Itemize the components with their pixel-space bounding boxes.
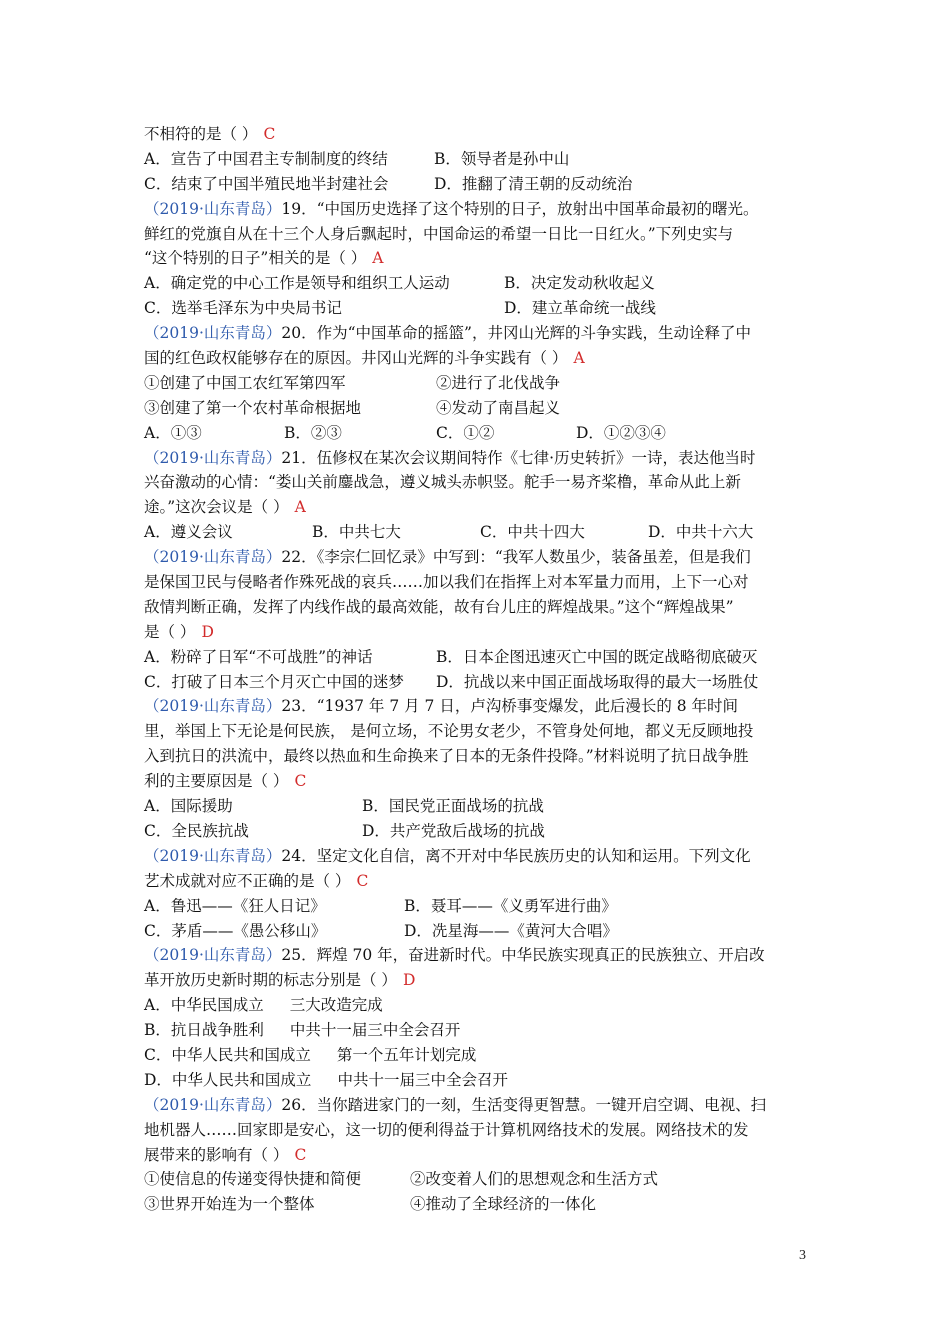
option-d: D．冼星海——《黄河大合唱》 <box>404 921 618 940</box>
statement-row <box>144 371 820 396</box>
question-text: 途。”这次会议是（ ） <box>144 498 289 517</box>
option-b: B．聂耳——《义勇军进行曲》 <box>404 896 617 915</box>
question-line <box>144 719 820 744</box>
statement-row <box>144 1167 820 1192</box>
answer-mark: D <box>402 971 416 990</box>
option-a-second: 三大改造完成 <box>289 996 383 1015</box>
option-c: C．中华人民共和国成立 <box>144 1045 311 1064</box>
question-text: 20．作为“中国革命的摇篮”，井冈山光辉的斗争实践，生动诠释了中 <box>281 324 751 343</box>
option-c: C．茅盾——《愚公移山》 <box>144 921 327 940</box>
source-tag: （2019·山东青岛） <box>144 846 282 865</box>
option-a: A．遵义会议 <box>144 523 233 542</box>
question-text: 19．“中国历史选择了这个特别的日子，放射出中国革命最初的曙光。 <box>281 199 759 218</box>
option-row <box>144 172 820 197</box>
question-line <box>144 968 820 993</box>
question-line <box>144 1093 820 1118</box>
answer-mark: D <box>201 622 214 641</box>
source-tag: （2019·山东青岛） <box>144 324 282 343</box>
source-tag: （2019·山东青岛） <box>144 548 282 567</box>
answer-mark: A <box>294 498 306 517</box>
option-row <box>144 1018 820 1043</box>
question-line <box>144 1143 820 1168</box>
page-number: 3 <box>799 1248 806 1263</box>
answer-mark: A <box>573 349 585 368</box>
question-line <box>144 470 820 495</box>
option-b: B．日本企图迅速灭亡中国的既定战略彻底破灭 <box>436 647 758 666</box>
option-b: B．领导者是孙中山 <box>434 149 570 168</box>
option-d: D．①②③④ <box>576 423 666 442</box>
option-row <box>144 520 820 545</box>
question-text: 23．“1937 年 7 月 7 日，卢沟桥事变爆发，此后漫长的 8 年时间 <box>281 697 739 716</box>
option-row <box>144 1043 820 1068</box>
answer-mark: C <box>294 772 307 791</box>
question-text: 是保国卫民与侵略者作殊死战的哀兵……加以我们在指挥上对本军量力而用，上下一心对 <box>144 573 749 592</box>
question-line <box>144 122 820 147</box>
source-tag: （2019·山东青岛） <box>144 1095 282 1114</box>
exam-page-body <box>144 122 820 1217</box>
option-row <box>144 993 820 1018</box>
option-d: D．中华人民共和国成立 <box>144 1070 312 1089</box>
question-text: “这个特别的日子”相关的是（ ） <box>144 249 367 268</box>
option-row <box>144 894 820 919</box>
question-text: 兴奋激动的心情：“娄山关前鏖战急，遵义城头赤帜竖。舵手一易齐桨橹，革命从此上新 <box>144 473 741 492</box>
option-b: B．②③ <box>284 423 342 442</box>
question-text: 利的主要原因是（ ） <box>144 772 289 791</box>
option-a: A．国际援助 <box>144 797 233 816</box>
option-row <box>144 794 820 819</box>
question-text: 展带来的影响有（ ） <box>144 1145 289 1164</box>
option-d: D．推翻了清王朝的反动统治 <box>434 174 633 193</box>
question-line <box>144 197 820 222</box>
option-d-second: 中共十一届三中全会召开 <box>337 1070 508 1089</box>
statement-2: ②改变着人们的思想观念和生活方式 <box>410 1170 659 1189</box>
question-text: 入到抗日的洪流中，最终以热血和生命换来了日本的无条件投降。”材料说明了抗日战争胜 <box>144 747 749 766</box>
option-row <box>144 670 820 695</box>
answer-mark: C <box>263 125 276 143</box>
option-a: A．中华民国成立 <box>144 996 264 1015</box>
source-tag: （2019·山东青岛） <box>144 448 282 467</box>
source-tag: （2019·山东青岛） <box>144 946 282 965</box>
statement-4: ④发动了南昌起义 <box>436 398 561 417</box>
answer-mark: C <box>356 871 369 890</box>
question-text: 里，举国上下无论是何民族， 是何立场，不论男女老少，不管身处何地，都义无反顾地投 <box>144 722 754 741</box>
source-tag: （2019·山东青岛） <box>144 199 282 218</box>
question-line <box>144 495 820 520</box>
option-b: B．抗日战争胜利 <box>144 1021 264 1040</box>
option-d: D．共产党敌后战场的抗战 <box>362 821 545 840</box>
question-line <box>144 844 820 869</box>
question-line <box>144 321 820 346</box>
option-c: C．选举毛泽东为中央局书记 <box>144 299 342 318</box>
question-text: 革开放历史新时期的标志分别是（ ） <box>144 971 397 990</box>
question-text: 26．当你踏进家门的一刻，生活变得更智慧。一键开启空调、电视、扫 <box>281 1095 767 1114</box>
question-text: 鲜红的党旗自从在十三个人身后飘起时，中国命运的希望一日比一日红火。”下列史实与 <box>144 224 734 243</box>
answer-mark: A <box>372 249 384 268</box>
option-c: C．全民族抗战 <box>144 821 249 840</box>
statement-row <box>144 396 820 421</box>
question-text: 地机器人……回家即是安心，这一切的便利得益于计算机网络技术的发展。网络技术的发 <box>144 1120 749 1139</box>
question-text: 国的红色政权能够存在的原因。井冈山光辉的斗争实践有（ ） <box>144 349 568 368</box>
option-c: C．打破了日本三个月灭亡中国的迷梦 <box>144 672 404 691</box>
option-a: A．①③ <box>144 423 202 442</box>
question-line <box>144 943 820 968</box>
question-line <box>144 1118 820 1143</box>
statement-1: ①创建了中国工农红军第四军 <box>144 373 346 392</box>
statement-3: ③世界开始连为一个整体 <box>144 1195 315 1214</box>
option-row <box>144 271 820 296</box>
question-text: 敌情判断正确，发挥了内线作战的最高效能，故有台儿庄的辉煌战果。”这个“辉煌战果” <box>144 597 734 616</box>
question-line <box>144 694 820 719</box>
statement-2: ②进行了北伐战争 <box>436 373 561 392</box>
question-line <box>144 744 820 769</box>
answer-mark: C <box>294 1145 307 1164</box>
option-a: A．鲁迅——《狂人日记》 <box>144 896 326 915</box>
question-line <box>144 620 820 645</box>
option-d: D．抗战以来中国正面战场取得的最大一场胜仗 <box>436 672 759 691</box>
option-row <box>144 819 820 844</box>
option-row <box>144 296 820 321</box>
option-b-second: 中共十一届三中全会召开 <box>289 1021 461 1040</box>
option-c-second: 第一个五年计划完成 <box>336 1045 477 1064</box>
option-d: D．中共十六大 <box>648 523 754 542</box>
option-d: D．建立革命统一战线 <box>504 299 656 318</box>
option-b: B．国民党正面战场的抗战 <box>362 797 544 816</box>
question-text: 24．坚定文化自信，离不开对中华民族历史的认知和运用。下列文化 <box>281 846 751 865</box>
question-text: 21．伍修权在某次会议期间特作《七律·历史转折》一诗，表达他当时 <box>281 448 756 467</box>
question-text: 艺术成就对应不正确的是（ ） <box>144 871 351 890</box>
question-line <box>144 545 820 570</box>
option-c: C．①② <box>436 423 495 442</box>
question-line <box>144 222 820 247</box>
option-row <box>144 1068 820 1093</box>
source-tag: （2019·山东青岛） <box>144 697 282 716</box>
question-line <box>144 446 820 471</box>
statement-4: ④推动了全球经济的一体化 <box>410 1195 597 1214</box>
option-c: C．中共十四大 <box>480 523 585 542</box>
option-a: A．宣告了中国君主专制制度的终结 <box>144 149 388 168</box>
statement-1: ①使信息的传递变得快捷和简便 <box>144 1170 362 1189</box>
option-a: A．确定党的中心工作是领导和组织工人运动 <box>144 274 450 293</box>
option-b: B．决定发动秋收起义 <box>504 274 655 293</box>
option-row <box>144 147 820 172</box>
question-text: 22．《李宗仁回忆录》中写到：“我军人数虽少，装备虽差，但是我们 <box>281 548 751 567</box>
option-c: C．结束了中国半殖民地半封建社会 <box>144 174 389 193</box>
question-text: 是（ ） <box>144 622 196 641</box>
statement-3: ③创建了第一个农村革命根据地 <box>144 398 362 417</box>
statement-row <box>144 1192 820 1217</box>
question-line <box>144 570 820 595</box>
question-text: 25．辉煌 70 年，奋进新时代。中华民族实现真正的民族独立、开启改 <box>281 946 765 965</box>
option-row <box>144 919 820 944</box>
option-a: A．粉碎了日军“不可战胜”的神话 <box>144 647 373 666</box>
question-text: 不相符的是（ ） <box>144 125 258 143</box>
question-line <box>144 869 820 894</box>
option-b: B．中共七大 <box>312 523 401 542</box>
option-row <box>144 421 820 446</box>
question-line <box>144 769 820 794</box>
question-line <box>144 246 820 271</box>
option-row <box>144 645 820 670</box>
question-line <box>144 595 820 620</box>
question-line <box>144 346 820 371</box>
